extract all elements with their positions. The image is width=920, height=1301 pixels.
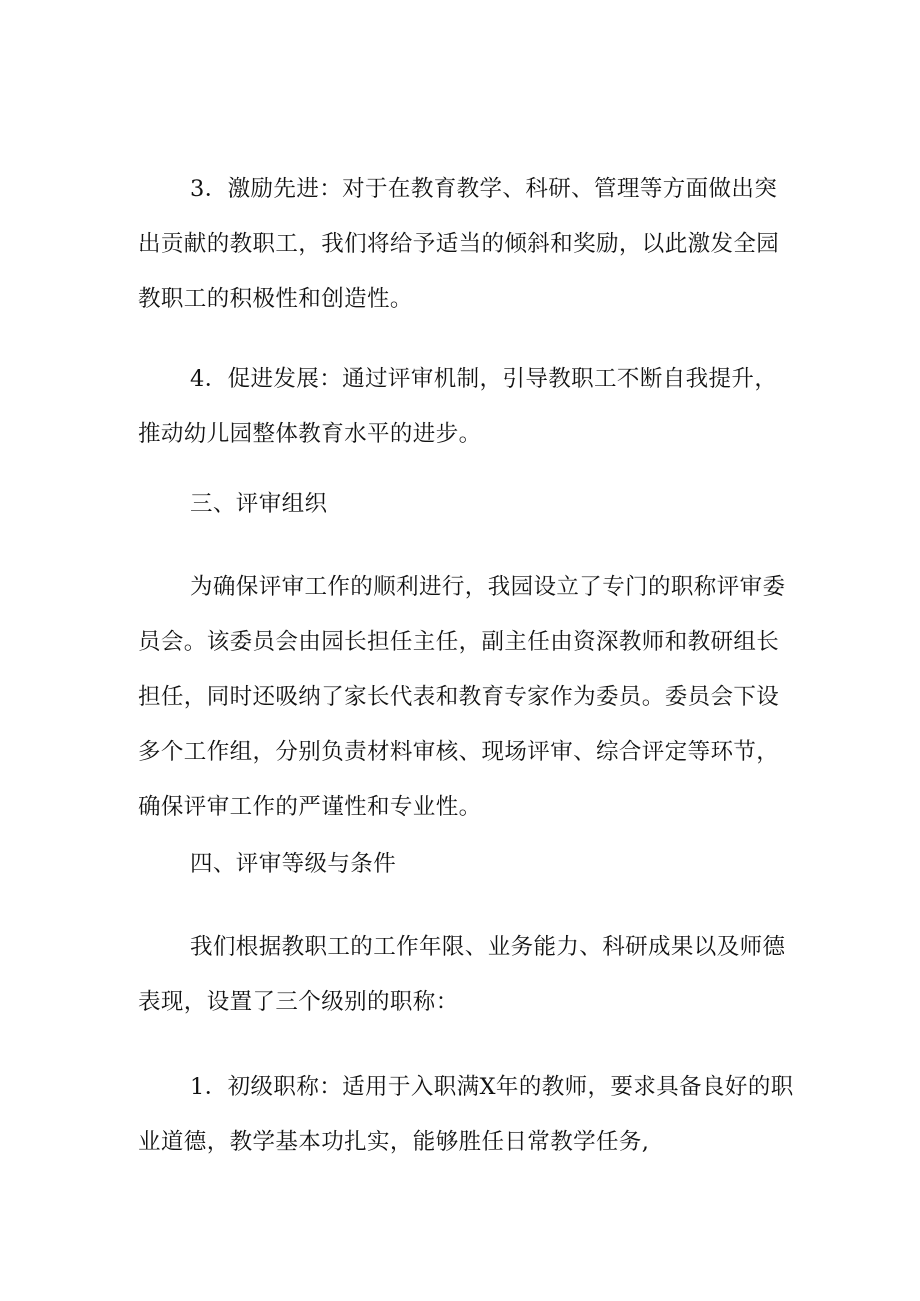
paragraph-levels-intro: 我们根据教职工的工作年限、业务能力、科研成果以及师德表现，设置了三个级别的职称： [138, 934, 786, 1015]
section-heading-review-organization: 三、评审组织 [190, 491, 328, 517]
paragraph-incentive: 3．激励先进：对于在教育教学、科研、管理等方面做出突出贡献的教职工，我们将给予适当的倾斜和奖励，以此激发全园教职工的积极性和创造性。 [138, 176, 780, 312]
section-heading-levels-conditions: 四、评审等级与条件 [190, 851, 397, 877]
paragraph-development: 4．促进发展：通过评审机制，引导教职工不断自我提升，推动幼儿园整体教育水平的进步。 [138, 366, 778, 447]
paragraph-review-committee: 为确保评审工作的顺利进行，我园设立了专门的职称评审委员会。该委员会由园长担任主任，副主任由资深教师和教研组长担任，同时还吸纳了家长代表和教育专家作为委员。委员会下设多个工作组，分别负责材料审核、现场评审、综合评定等环节，确保评审工作的严谨性和专业性。 [138, 574, 786, 820]
paragraph-junior-title: 1．初级职称：适用于入职满X年的教师，要求具备良好的职业道德，教学基本功扎实，能够胜任日常教学任务, [138, 1074, 794, 1155]
